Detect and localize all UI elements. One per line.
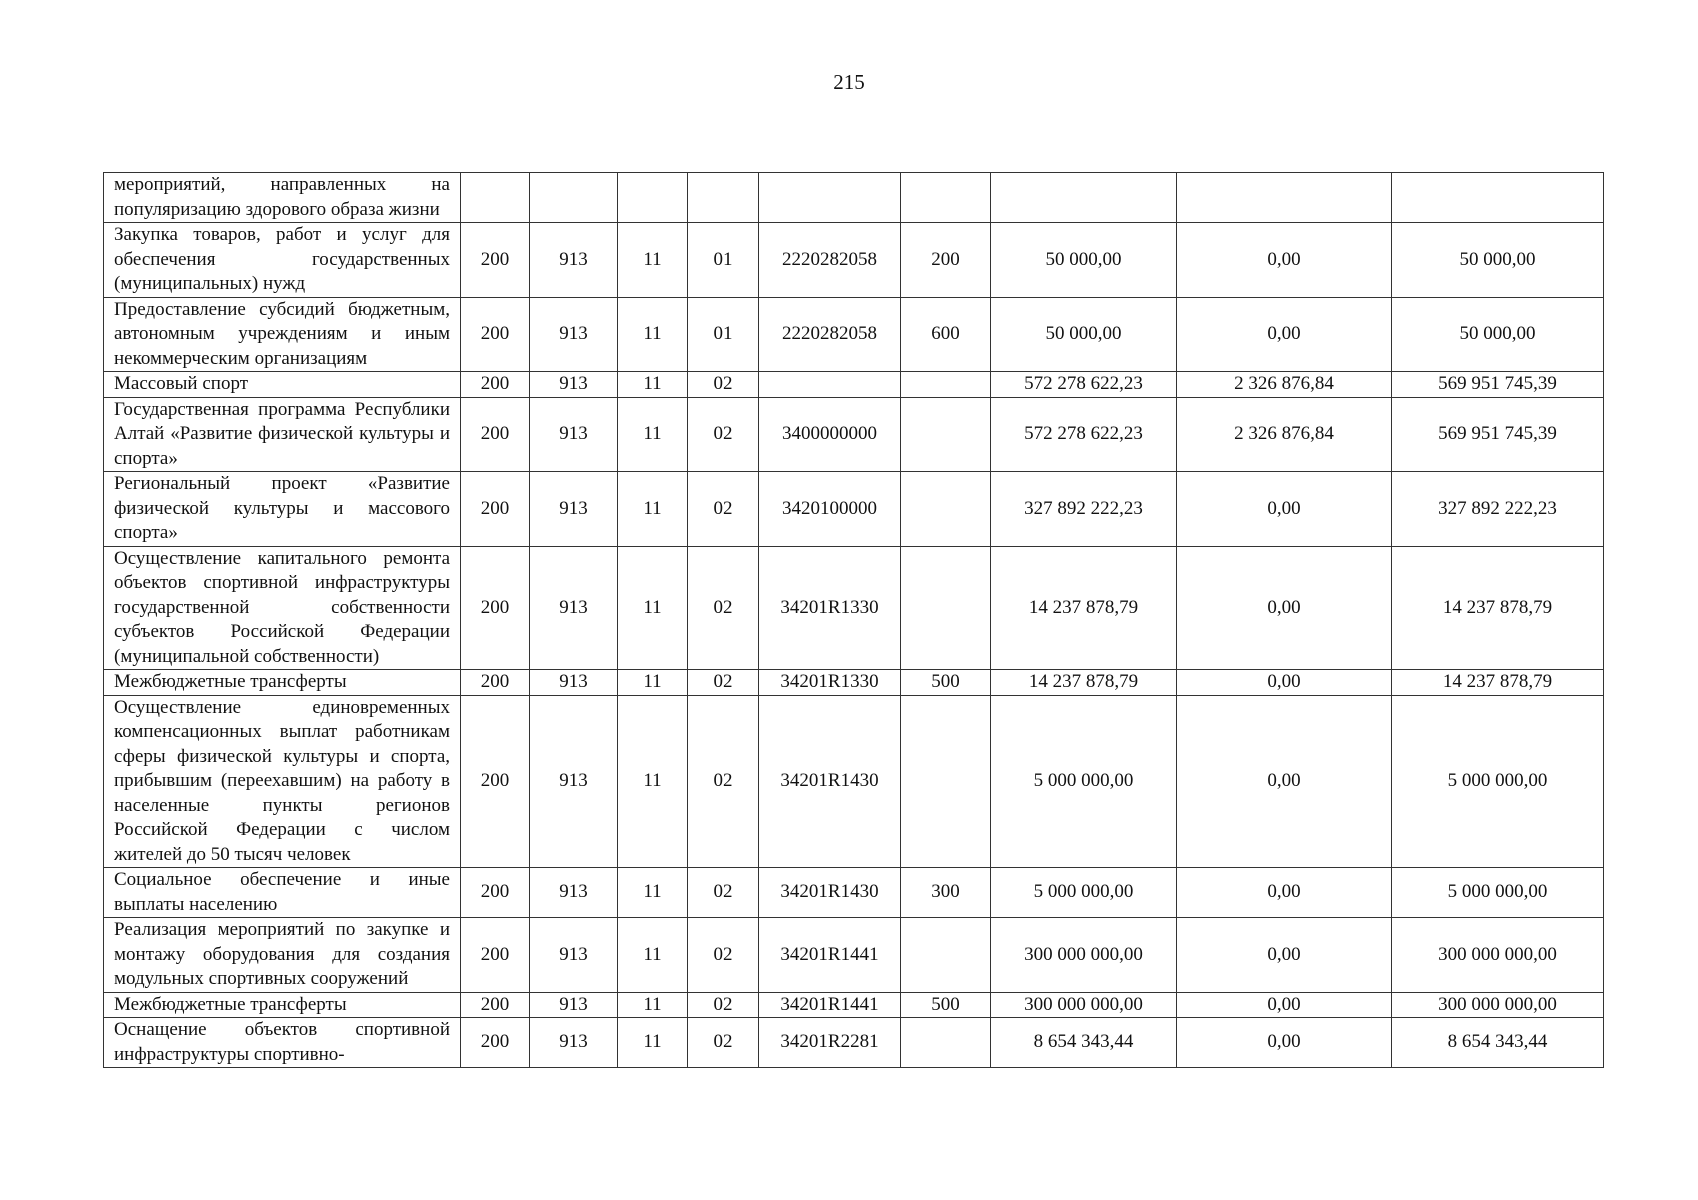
result-amount-cell: 569 951 745,39 — [1392, 397, 1604, 472]
change-amount-cell: 0,00 — [1177, 223, 1392, 298]
ministry-code-cell: 913 — [530, 546, 618, 670]
result-amount-cell: 5 000 000,00 — [1392, 868, 1604, 918]
table-row — [104, 297, 1604, 372]
expense-type-cell: 500 — [901, 670, 991, 696]
expense-name-cell: Социальное обеспечение и иные выплаты населению — [104, 868, 461, 918]
ministry-code-cell: 913 — [530, 472, 618, 547]
amount-cell: 5 000 000,00 — [991, 695, 1177, 868]
target-article-cell: 34201R1430 — [759, 868, 901, 918]
target-article-cell — [759, 372, 901, 398]
section-code-cell: 11 — [618, 372, 688, 398]
change-amount-cell: 0,00 — [1177, 546, 1392, 670]
amount-cell: 5 000 000,00 — [991, 868, 1177, 918]
ministry-code-cell: 913 — [530, 223, 618, 298]
expense-name-cell: Региональный проект «Развитие физической культуры и массового спорта» — [104, 472, 461, 547]
expense-name-cell: Межбюджетные трансферты — [104, 670, 461, 696]
amount-cell: 572 278 622,23 — [991, 397, 1177, 472]
target-article-cell: 3420100000 — [759, 472, 901, 547]
ministry-code-cell: 913 — [530, 695, 618, 868]
target-article-cell: 34201R2281 — [759, 1018, 901, 1068]
expense-name-cell: Межбюджетные трансферты — [104, 992, 461, 1018]
code-cell: 200 — [461, 472, 530, 547]
result-amount-cell: 327 892 222,23 — [1392, 472, 1604, 547]
table-row — [104, 173, 1604, 223]
change-amount-cell: 2 326 876,84 — [1177, 397, 1392, 472]
ministry-code-cell: 913 — [530, 397, 618, 472]
result-amount-cell: 300 000 000,00 — [1392, 992, 1604, 1018]
expense-type-cell — [901, 695, 991, 868]
subsection-code-cell: 01 — [688, 297, 759, 372]
code-cell: 200 — [461, 670, 530, 696]
change-amount-cell: 0,00 — [1177, 472, 1392, 547]
table-row — [104, 695, 1604, 868]
page-number: 215 — [833, 70, 865, 94]
table-row — [104, 546, 1604, 670]
result-amount-cell: 569 951 745,39 — [1392, 372, 1604, 398]
subsection-code-cell: 01 — [688, 223, 759, 298]
result-amount-cell — [1392, 173, 1604, 223]
amount-cell: 300 000 000,00 — [991, 918, 1177, 993]
section-code-cell: 11 — [618, 397, 688, 472]
target-article-cell: 2220282058 — [759, 223, 901, 298]
table-body — [104, 173, 1604, 1068]
target-article-cell: 34201R1441 — [759, 918, 901, 993]
amount-cell: 50 000,00 — [991, 223, 1177, 298]
subsection-code-cell: 02 — [688, 1018, 759, 1068]
expense-type-cell: 500 — [901, 992, 991, 1018]
section-code-cell: 11 — [618, 297, 688, 372]
target-article-cell: 34201R1330 — [759, 546, 901, 670]
code-cell: 200 — [461, 223, 530, 298]
section-code-cell: 11 — [618, 472, 688, 547]
expense-name-cell: Реализация мероприятий по закупке и монтажу оборудования для создания модульных спортивных сооружений — [104, 918, 461, 993]
code-cell: 200 — [461, 695, 530, 868]
table-row — [104, 472, 1604, 547]
code-cell: 200 — [461, 918, 530, 993]
section-code-cell: 11 — [618, 992, 688, 1018]
result-amount-cell: 14 237 878,79 — [1392, 546, 1604, 670]
change-amount-cell: 0,00 — [1177, 918, 1392, 993]
budget-table — [103, 172, 1604, 1068]
result-amount-cell: 50 000,00 — [1392, 297, 1604, 372]
amount-cell — [991, 173, 1177, 223]
code-cell — [461, 173, 530, 223]
section-code-cell: 11 — [618, 695, 688, 868]
expense-name-cell: Государственная программа Республики Алтай «Развитие физической культуры и спорта» — [104, 397, 461, 472]
code-cell: 200 — [461, 297, 530, 372]
change-amount-cell: 0,00 — [1177, 670, 1392, 696]
table-row — [104, 918, 1604, 993]
subsection-code-cell: 02 — [688, 695, 759, 868]
change-amount-cell: 0,00 — [1177, 297, 1392, 372]
result-amount-cell: 8 654 343,44 — [1392, 1018, 1604, 1068]
amount-cell: 14 237 878,79 — [991, 670, 1177, 696]
code-cell: 200 — [461, 372, 530, 398]
ministry-code-cell: 913 — [530, 372, 618, 398]
subsection-code-cell: 02 — [688, 670, 759, 696]
table-row — [104, 992, 1604, 1018]
table-row — [104, 397, 1604, 472]
subsection-code-cell: 02 — [688, 397, 759, 472]
ministry-code-cell — [530, 173, 618, 223]
expense-name-cell: Осуществление капитального ремонта объектов спортивной инфраструктуры государственной собственности субъектов Российской Федерации (муниципальной собственности) — [104, 546, 461, 670]
target-article-cell: 2220282058 — [759, 297, 901, 372]
expense-type-cell: 200 — [901, 223, 991, 298]
expense-name-cell: Закупка товаров, работ и услуг для обеспечения государственных (муниципальных) нужд — [104, 223, 461, 298]
change-amount-cell: 0,00 — [1177, 992, 1392, 1018]
amount-cell: 14 237 878,79 — [991, 546, 1177, 670]
expense-name-cell: Массовый спорт — [104, 372, 461, 398]
result-amount-cell: 50 000,00 — [1392, 223, 1604, 298]
code-cell: 200 — [461, 868, 530, 918]
target-article-cell — [759, 173, 901, 223]
target-article-cell: 34201R1441 — [759, 992, 901, 1018]
expense-type-cell — [901, 546, 991, 670]
expense-type-cell — [901, 397, 991, 472]
code-cell: 200 — [461, 1018, 530, 1068]
change-amount-cell — [1177, 173, 1392, 223]
section-code-cell — [618, 173, 688, 223]
ministry-code-cell: 913 — [530, 670, 618, 696]
section-code-cell: 11 — [618, 223, 688, 298]
code-cell: 200 — [461, 397, 530, 472]
target-article-cell: 34201R1430 — [759, 695, 901, 868]
expense-type-cell — [901, 173, 991, 223]
subsection-code-cell: 02 — [688, 868, 759, 918]
target-article-cell: 34201R1330 — [759, 670, 901, 696]
change-amount-cell: 0,00 — [1177, 695, 1392, 868]
expense-name-cell: мероприятий, направленных на популяризацию здорового образа жизни — [104, 173, 461, 223]
ministry-code-cell: 913 — [530, 1018, 618, 1068]
section-code-cell: 11 — [618, 918, 688, 993]
table-row — [104, 670, 1604, 696]
expense-type-cell: 300 — [901, 868, 991, 918]
subsection-code-cell: 02 — [688, 472, 759, 547]
table-row — [104, 1018, 1604, 1068]
table-row — [104, 223, 1604, 298]
subsection-code-cell: 02 — [688, 372, 759, 398]
amount-cell: 300 000 000,00 — [991, 992, 1177, 1018]
expense-type-cell — [901, 372, 991, 398]
expense-type-cell — [901, 472, 991, 547]
change-amount-cell: 0,00 — [1177, 1018, 1392, 1068]
expense-name-cell: Осуществление единовременных компенсационных выплат работникам сферы физической культуры и спорта, прибывшим (переехавшим) на работу в населенные пункты регионов Российской Федерации с числом жителей до 50 тысяч человек — [104, 695, 461, 868]
result-amount-cell: 5 000 000,00 — [1392, 695, 1604, 868]
expense-type-cell — [901, 918, 991, 993]
ministry-code-cell: 913 — [530, 868, 618, 918]
code-cell: 200 — [461, 546, 530, 670]
table-row — [104, 868, 1604, 918]
subsection-code-cell: 02 — [688, 546, 759, 670]
expense-name-cell: Предоставление субсидий бюджетным, автономным учреждениям и иным некоммерческим организациям — [104, 297, 461, 372]
subsection-code-cell: 02 — [688, 992, 759, 1018]
section-code-cell: 11 — [618, 868, 688, 918]
ministry-code-cell: 913 — [530, 918, 618, 993]
expense-type-cell — [901, 1018, 991, 1068]
expense-type-cell: 600 — [901, 297, 991, 372]
amount-cell: 327 892 222,23 — [991, 472, 1177, 547]
result-amount-cell: 14 237 878,79 — [1392, 670, 1604, 696]
result-amount-cell: 300 000 000,00 — [1392, 918, 1604, 993]
amount-cell: 572 278 622,23 — [991, 372, 1177, 398]
expense-name-cell: Оснащение объектов спортивной инфраструктуры спортивно- — [104, 1018, 461, 1068]
subsection-code-cell: 02 — [688, 918, 759, 993]
change-amount-cell: 0,00 — [1177, 868, 1392, 918]
amount-cell: 8 654 343,44 — [991, 1018, 1177, 1068]
table-row — [104, 372, 1604, 398]
code-cell: 200 — [461, 992, 530, 1018]
ministry-code-cell: 913 — [530, 992, 618, 1018]
target-article-cell: 3400000000 — [759, 397, 901, 472]
ministry-code-cell: 913 — [530, 297, 618, 372]
change-amount-cell: 2 326 876,84 — [1177, 372, 1392, 398]
amount-cell: 50 000,00 — [991, 297, 1177, 372]
section-code-cell: 11 — [618, 1018, 688, 1068]
subsection-code-cell — [688, 173, 759, 223]
section-code-cell: 11 — [618, 546, 688, 670]
section-code-cell: 11 — [618, 670, 688, 696]
